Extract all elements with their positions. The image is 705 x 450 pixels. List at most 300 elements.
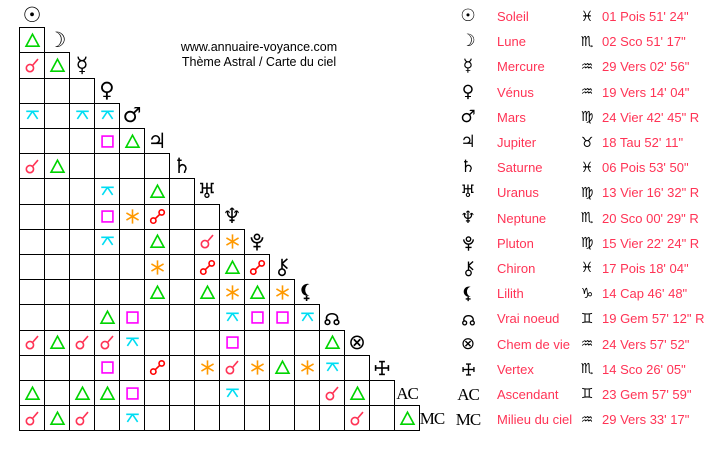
aspect-cell-vertex-col3 — [69, 355, 95, 381]
planet-glyph-saturn-icon: ♄ — [172, 153, 192, 178]
sextile-icon — [223, 283, 242, 302]
aspect-cell-lilith-col1 — [19, 279, 45, 305]
aspect-cell-uranus-col7 — [169, 178, 195, 204]
aspect-cell-chemin-col11 — [269, 330, 295, 356]
aspect-cell-pluto-col9 — [219, 229, 245, 255]
trine-icon — [323, 333, 342, 352]
aspect-cell-chiron-col5 — [119, 254, 145, 280]
aspect-cell-chemin-col13 — [319, 330, 345, 356]
aspect-cell-mc-col12 — [294, 405, 320, 431]
quincunx-icon — [23, 106, 42, 125]
aspect-cell-ac-col7 — [169, 380, 195, 406]
sextile-icon — [148, 258, 167, 277]
aspect-cell-pluto-col8 — [194, 229, 220, 255]
aspect-cell-jupiter-col3 — [69, 128, 95, 154]
planet-position: 18 Tau 52' 11" — [602, 135, 684, 151]
aspect-cell-chemin-col3 — [69, 330, 95, 356]
aspect-cell-chiron-col3 — [69, 254, 95, 280]
aspect-cell-chemin-col4 — [94, 330, 120, 356]
grid-planet-neptune — [219, 204, 245, 230]
square-icon — [98, 207, 117, 226]
conjunction-icon — [73, 409, 92, 428]
conjunction-icon — [23, 56, 42, 75]
aspect-cell-pluto-col2 — [44, 229, 70, 255]
aspect-cell-saturn-col4 — [94, 153, 120, 179]
aspect-cell-vertex-col11 — [269, 355, 295, 381]
aspect-cell-chemin-col12 — [294, 330, 320, 356]
trine-icon — [148, 283, 167, 302]
planet-position: 02 Sco 51' 17" — [602, 34, 686, 50]
planet-glyph-neptune-icon: ♆ — [222, 204, 242, 229]
aspect-cell-vertex-col12 — [294, 355, 320, 381]
aspect-cell-lilith-col10 — [244, 279, 270, 305]
aspect-cell-uranus-col2 — [44, 178, 70, 204]
aspect-cell-lilith-col8 — [194, 279, 220, 305]
planet-glyph-cell — [453, 310, 483, 327]
aspect-cell-node-col10 — [244, 304, 270, 330]
aspect-cell-vertex-col5 — [119, 355, 145, 381]
aspect-cell-chiron-col1 — [19, 254, 45, 280]
opposition-icon — [148, 358, 167, 377]
planet-glyph-cell — [453, 361, 483, 378]
conjunction-icon — [23, 157, 42, 176]
planet-position: 19 Gem 57' 12" R — [602, 311, 705, 327]
zodiac-scorpio-icon: ♏ — [580, 361, 594, 378]
aspect-cell-mc-col8 — [194, 405, 220, 431]
planet-name: Mars — [497, 109, 526, 125]
conjunction-icon — [23, 333, 42, 352]
planet-glyph-jupiter-icon: ♃ — [460, 132, 476, 153]
aspect-cell-chemin-col2 — [44, 330, 70, 356]
planet-row-neptune — [453, 206, 705, 231]
aspect-cell-lilith-col6 — [144, 279, 170, 305]
planet-glyph-cell — [453, 106, 483, 127]
aspect-cell-uranus-col6 — [144, 178, 170, 204]
planet-name: Chem de vie — [497, 336, 570, 352]
aspect-cell-pluto-col3 — [69, 229, 95, 255]
aspect-cell-neptune-col4 — [94, 204, 120, 230]
aspect-cell-mc-col13 — [319, 405, 345, 431]
planet-glyph-cell — [453, 184, 483, 201]
aspect-cell-jupiter-col5 — [119, 128, 145, 154]
zodiac-aquarius-icon: ♒ — [580, 58, 594, 75]
planet-position: 14 Cap 46' 48" — [602, 286, 688, 302]
planet-glyph-pluto-icon — [460, 235, 477, 252]
aspect-cell-mc-col7 — [169, 405, 195, 431]
aspect-cell-chemin-col8 — [194, 330, 220, 356]
aspect-cell-chemin-col1 — [19, 330, 45, 356]
aspect-cell-vertex-col13 — [319, 355, 345, 381]
planet-glyph-sun-icon: ☉ — [22, 2, 42, 27]
aspect-cell-node-col1 — [19, 304, 45, 330]
planet-position: 29 Vers 33' 17" — [602, 412, 690, 428]
conjunction-icon — [198, 232, 217, 251]
planet-glyph-cell — [453, 207, 483, 228]
planet-position: 01 Pois 51' 24" — [602, 9, 689, 25]
grid-planet-node — [319, 304, 345, 330]
planet-name: Soleil — [497, 9, 529, 25]
planet-row-pluto — [453, 231, 705, 256]
zodiac-aquarius-icon: ♒ — [580, 411, 594, 428]
aspect-cell-mars-col4 — [94, 103, 120, 129]
zodiac-virgo-icon: ♍ — [580, 235, 594, 252]
planet-glyph-lilith-icon — [460, 285, 477, 302]
planet-glyph-moon-icon: ☽ — [460, 31, 476, 52]
aspect-cell-chemin-col7 — [169, 330, 195, 356]
conjunction-icon — [98, 333, 117, 352]
planet-row-saturn — [453, 155, 705, 180]
sextile-icon — [223, 232, 242, 251]
trine-icon — [23, 384, 42, 403]
aspect-cell-pluto-col1 — [19, 229, 45, 255]
aspect-cell-pluto-col5 — [119, 229, 145, 255]
planet-position: 14 Sco 26' 05" — [602, 361, 686, 377]
aspect-cell-lilith-col9 — [219, 279, 245, 305]
aspect-cell-venus-col2 — [44, 78, 70, 104]
planet-position: 29 Vers 02' 56" — [602, 59, 690, 75]
aspect-cell-mars-col1 — [19, 103, 45, 129]
trine-icon — [398, 409, 417, 428]
aspect-cell-vertex-col9 — [219, 355, 245, 381]
planet-glyph-cell — [453, 285, 483, 302]
planet-glyph-mc-icon: MC — [419, 408, 445, 428]
square-icon — [98, 358, 117, 377]
planet-position: 15 Vier 22' 24" R — [602, 235, 700, 251]
aspect-cell-ac-col6 — [144, 380, 170, 406]
opposition-icon — [248, 258, 267, 277]
square-icon — [123, 384, 142, 403]
trine-icon — [48, 56, 67, 75]
grid-planet-sun — [19, 2, 45, 28]
aspect-cell-chiron-col8 — [194, 254, 220, 280]
aspect-cell-vertex-col8 — [194, 355, 220, 381]
planet-row-chemin — [453, 331, 705, 356]
aspect-cell-vertex-col14 — [344, 355, 370, 381]
planet-glyph-moon-icon: ☽ — [47, 27, 67, 52]
grid-planet-lilith — [294, 279, 320, 305]
aspect-cell-chiron-col9 — [219, 254, 245, 280]
aspect-cell-mc-col3 — [69, 405, 95, 431]
planet-position-table — [453, 4, 705, 432]
conjunction-icon — [323, 384, 342, 403]
sextile-icon — [248, 358, 267, 377]
grid-planet-pluto — [244, 229, 270, 255]
planet-row-sun — [453, 4, 705, 29]
aspect-cell-neptune-col8 — [194, 204, 220, 230]
planet-glyph-cell — [453, 81, 483, 102]
aspect-cell-mc-col11 — [269, 405, 295, 431]
zodiac-pisces-icon: ♓ — [580, 8, 594, 25]
zodiac-scorpio-icon: ♏ — [580, 33, 594, 50]
planet-glyph-ac-icon: AC — [396, 383, 418, 403]
aspect-cell-neptune-col3 — [69, 204, 95, 230]
aspect-cell-ac-col4 — [94, 380, 120, 406]
aspect-cell-mars-col2 — [44, 103, 70, 129]
planet-glyph-cell — [453, 386, 483, 403]
planet-glyph-cell — [453, 8, 483, 25]
aspect-cell-chiron-col6 — [144, 254, 170, 280]
planet-glyph-mercury-icon: ☿ — [462, 56, 474, 77]
aspect-cell-lilith-col7 — [169, 279, 195, 305]
zodiac-gemini-icon: ♊ — [580, 386, 594, 403]
planet-position: 23 Gem 57' 59" — [602, 386, 692, 402]
aspect-cell-jupiter-col1 — [19, 128, 45, 154]
planet-name: Pluton — [497, 235, 534, 251]
conjunction-icon — [23, 409, 42, 428]
planet-name: Milieu du ciel — [497, 412, 573, 428]
aspect-cell-node-col3 — [69, 304, 95, 330]
aspect-cell-node-col11 — [269, 304, 295, 330]
planet-name: Ascendant — [497, 386, 559, 402]
planet-position: 20 Sco 00' 29" R — [602, 210, 699, 226]
aspect-cell-chiron-col7 — [169, 254, 195, 280]
zodiac-pisces-icon: ♓ — [580, 260, 594, 277]
zodiac-scorpio-icon: ♏ — [580, 210, 594, 227]
grid-planet-mercury — [69, 52, 95, 78]
planet-row-jupiter — [453, 130, 705, 155]
planet-row-ac — [453, 382, 705, 407]
aspect-cell-mc-col9 — [219, 405, 245, 431]
aspect-cell-chiron-col2 — [44, 254, 70, 280]
quincunx-icon — [73, 106, 92, 125]
square-icon — [223, 333, 242, 352]
planet-row-mercury — [453, 54, 705, 79]
aspect-cell-node-col4 — [94, 304, 120, 330]
planet-glyph-sun-icon: ☉ — [460, 6, 476, 27]
aspect-cell-ac-col10 — [244, 380, 270, 406]
aspect-cell-venus-col3 — [69, 78, 95, 104]
planet-row-uranus — [453, 180, 705, 205]
planet-name: Chiron — [497, 260, 536, 276]
planet-glyph-saturn-icon: ♄ — [460, 157, 476, 178]
planet-glyph-cell — [453, 58, 483, 75]
planet-glyph-cell — [453, 235, 483, 252]
quincunx-icon — [123, 409, 142, 428]
aspect-cell-vertex-col6 — [144, 355, 170, 381]
planet-glyph-node-icon — [322, 307, 342, 327]
aspect-cell-mc-col5 — [119, 405, 145, 431]
planet-name: Jupiter — [497, 135, 537, 151]
planet-glyph-chemin-icon: ⊗ — [460, 333, 476, 354]
aspect-cell-uranus-col4 — [94, 178, 120, 204]
aspect-cell-vertex-col2 — [44, 355, 70, 381]
planet-row-chiron — [453, 256, 705, 281]
trine-icon — [48, 157, 67, 176]
sextile-icon — [273, 283, 292, 302]
aspect-cell-node-col8 — [194, 304, 220, 330]
planet-name: Lune — [497, 34, 526, 50]
planet-glyph-cell — [453, 333, 483, 354]
planet-glyph-chemin-icon: ⊗ — [348, 330, 366, 355]
planet-glyph-chiron-icon — [272, 257, 292, 277]
square-icon — [123, 308, 142, 327]
aspect-cell-pluto-col7 — [169, 229, 195, 255]
aspect-cell-mc-col14 — [344, 405, 370, 431]
aspect-cell-mc-col10 — [244, 405, 270, 431]
aspect-cell-lilith-col2 — [44, 279, 70, 305]
planet-glyph-pluto-icon — [247, 232, 267, 252]
aspect-cell-mc-col1 — [19, 405, 45, 431]
conjunction-icon — [223, 358, 242, 377]
aspect-cell-vertex-col1 — [19, 355, 45, 381]
planet-name: Lilith — [497, 286, 524, 302]
planet-glyph-mars-icon: ♂ — [460, 106, 476, 127]
aspect-cell-ac-col2 — [44, 380, 70, 406]
aspect-cell-jupiter-col2 — [44, 128, 70, 154]
trine-icon — [198, 283, 217, 302]
quincunx-icon — [123, 333, 142, 352]
planet-row-venus — [453, 80, 705, 105]
square-icon — [98, 132, 117, 151]
planet-position: 13 Vier 16' 32" R — [602, 185, 700, 201]
aspect-cell-uranus-col3 — [69, 178, 95, 204]
planet-name: Uranus — [497, 185, 539, 201]
aspect-cell-venus-col1 — [19, 78, 45, 104]
aspect-cell-node-col9 — [219, 304, 245, 330]
aspect-cell-lilith-col3 — [69, 279, 95, 305]
grid-planet-chiron — [269, 254, 295, 280]
zodiac-gemini-icon: ♊ — [580, 310, 594, 327]
aspect-cell-mc-col15 — [369, 405, 395, 431]
zodiac-pisces-icon: ♓ — [580, 159, 594, 176]
trine-icon — [23, 31, 42, 50]
aspect-cell-ac-col14 — [344, 380, 370, 406]
planet-glyph-lilith-icon — [297, 282, 317, 302]
opposition-icon — [148, 207, 167, 226]
aspect-cell-vertex-col4 — [94, 355, 120, 381]
zodiac-virgo-icon: ♍ — [580, 109, 594, 126]
aspect-cell-ac-col15 — [369, 380, 395, 406]
zodiac-capricorn-icon: ♑ — [580, 285, 594, 302]
aspect-cell-node-col5 — [119, 304, 145, 330]
aspect-cell-node-col2 — [44, 304, 70, 330]
trine-icon — [248, 283, 267, 302]
planet-position: 17 Pois 18' 04" — [602, 260, 689, 276]
planet-glyph-cell — [453, 260, 483, 277]
trine-icon — [348, 384, 367, 403]
planet-glyph-venus-icon: ♀ — [99, 78, 115, 103]
aspect-cell-ac-col11 — [269, 380, 295, 406]
aspect-cell-vertex-col10 — [244, 355, 270, 381]
trine-icon — [98, 308, 117, 327]
aspect-cell-lilith-col4 — [94, 279, 120, 305]
aspect-cell-chiron-col10 — [244, 254, 270, 280]
planet-position: 19 Vers 14' 04" — [602, 84, 690, 100]
zodiac-virgo-icon: ♍ — [580, 184, 594, 201]
planet-position: 06 Pois 53' 50" — [602, 160, 689, 176]
aspect-cell-moon-col1 — [19, 27, 45, 53]
grid-planet-moon — [44, 27, 70, 53]
planet-glyph-vertex-icon — [460, 361, 477, 378]
planet-glyph-mercury-icon: ☿ — [75, 52, 89, 77]
quincunx-icon — [298, 308, 317, 327]
planet-name: Neptune — [497, 210, 547, 226]
aspect-cell-ac-col12 — [294, 380, 320, 406]
aspect-cell-neptune-col6 — [144, 204, 170, 230]
planet-row-moon — [453, 29, 705, 54]
planet-row-mars — [453, 105, 705, 130]
opposition-icon — [198, 258, 217, 277]
sextile-icon — [123, 207, 142, 226]
grid-planet-saturn — [169, 153, 195, 179]
planet-glyph-uranus-icon: ♅ — [460, 182, 476, 203]
site-header — [118, 40, 400, 70]
trine-icon — [48, 333, 67, 352]
aspect-cell-chiron-col4 — [94, 254, 120, 280]
aspect-cell-node-col7 — [169, 304, 195, 330]
aspect-cell-jupiter-col4 — [94, 128, 120, 154]
planet-glyph-mc-icon: MC — [455, 410, 481, 430]
grid-planet-chemin — [344, 330, 370, 356]
planet-row-mc — [453, 407, 705, 432]
aspect-cell-lilith-col5 — [119, 279, 145, 305]
aspect-cell-mc-col6 — [144, 405, 170, 431]
trine-icon — [148, 232, 167, 251]
conjunction-icon — [73, 333, 92, 352]
conjunction-icon — [348, 409, 367, 428]
aspect-cell-vertex-col7 — [169, 355, 195, 381]
sextile-icon — [198, 358, 217, 377]
planet-glyph-node-icon — [460, 310, 477, 327]
quincunx-icon — [98, 182, 117, 201]
planet-glyph-cell — [453, 411, 483, 428]
planet-name: Saturne — [497, 160, 543, 176]
planet-row-node — [453, 306, 705, 331]
planet-position: 24 Vier 42' 45" R — [602, 109, 700, 125]
aspect-cell-chemin-col9 — [219, 330, 245, 356]
trine-icon — [148, 182, 167, 201]
aspect-cell-node-col6 — [144, 304, 170, 330]
aspect-cell-ac-col9 — [219, 380, 245, 406]
aspect-cell-saturn-col1 — [19, 153, 45, 179]
planet-name: Vénus — [497, 84, 534, 100]
quincunx-icon — [98, 106, 117, 125]
aspect-cell-pluto-col6 — [144, 229, 170, 255]
quincunx-icon — [223, 384, 242, 403]
aspect-cell-chemin-col10 — [244, 330, 270, 356]
aspect-cell-ac-col8 — [194, 380, 220, 406]
aspect-cell-mars-col3 — [69, 103, 95, 129]
grid-planet-mars — [119, 103, 145, 129]
aspect-cell-mc-col4 — [94, 405, 120, 431]
quincunx-icon — [323, 358, 342, 377]
square-icon — [248, 308, 267, 327]
grid-planet-ac — [394, 380, 420, 406]
aspect-cell-mc-col16 — [394, 405, 420, 431]
planet-glyph-mars-icon: ♂ — [122, 103, 142, 128]
planet-glyph-cell — [453, 134, 483, 151]
aspect-cell-neptune-col2 — [44, 204, 70, 230]
grid-planet-venus — [94, 78, 120, 104]
planet-glyph-neptune-icon: ♆ — [460, 207, 476, 228]
aspect-cell-uranus-col1 — [19, 178, 45, 204]
aspect-cell-chemin-col5 — [119, 330, 145, 356]
planet-glyph-chiron-icon — [460, 260, 477, 277]
quincunx-icon — [223, 308, 242, 327]
trine-icon — [73, 384, 92, 403]
planet-row-vertex — [453, 357, 705, 382]
grid-planet-jupiter — [144, 128, 170, 154]
zodiac-aquarius-icon: ♒ — [580, 336, 594, 353]
aspect-cell-saturn-col3 — [69, 153, 95, 179]
aspect-cell-ac-col5 — [119, 380, 145, 406]
aspect-cell-neptune-col5 — [119, 204, 145, 230]
aspect-cell-uranus-col5 — [119, 178, 145, 204]
aspect-cell-neptune-col7 — [169, 204, 195, 230]
planet-position: 24 Vers 57' 52" — [602, 336, 690, 352]
planet-glyph-jupiter-icon: ♃ — [147, 128, 167, 153]
planet-name: Vrai noeud — [497, 311, 560, 327]
